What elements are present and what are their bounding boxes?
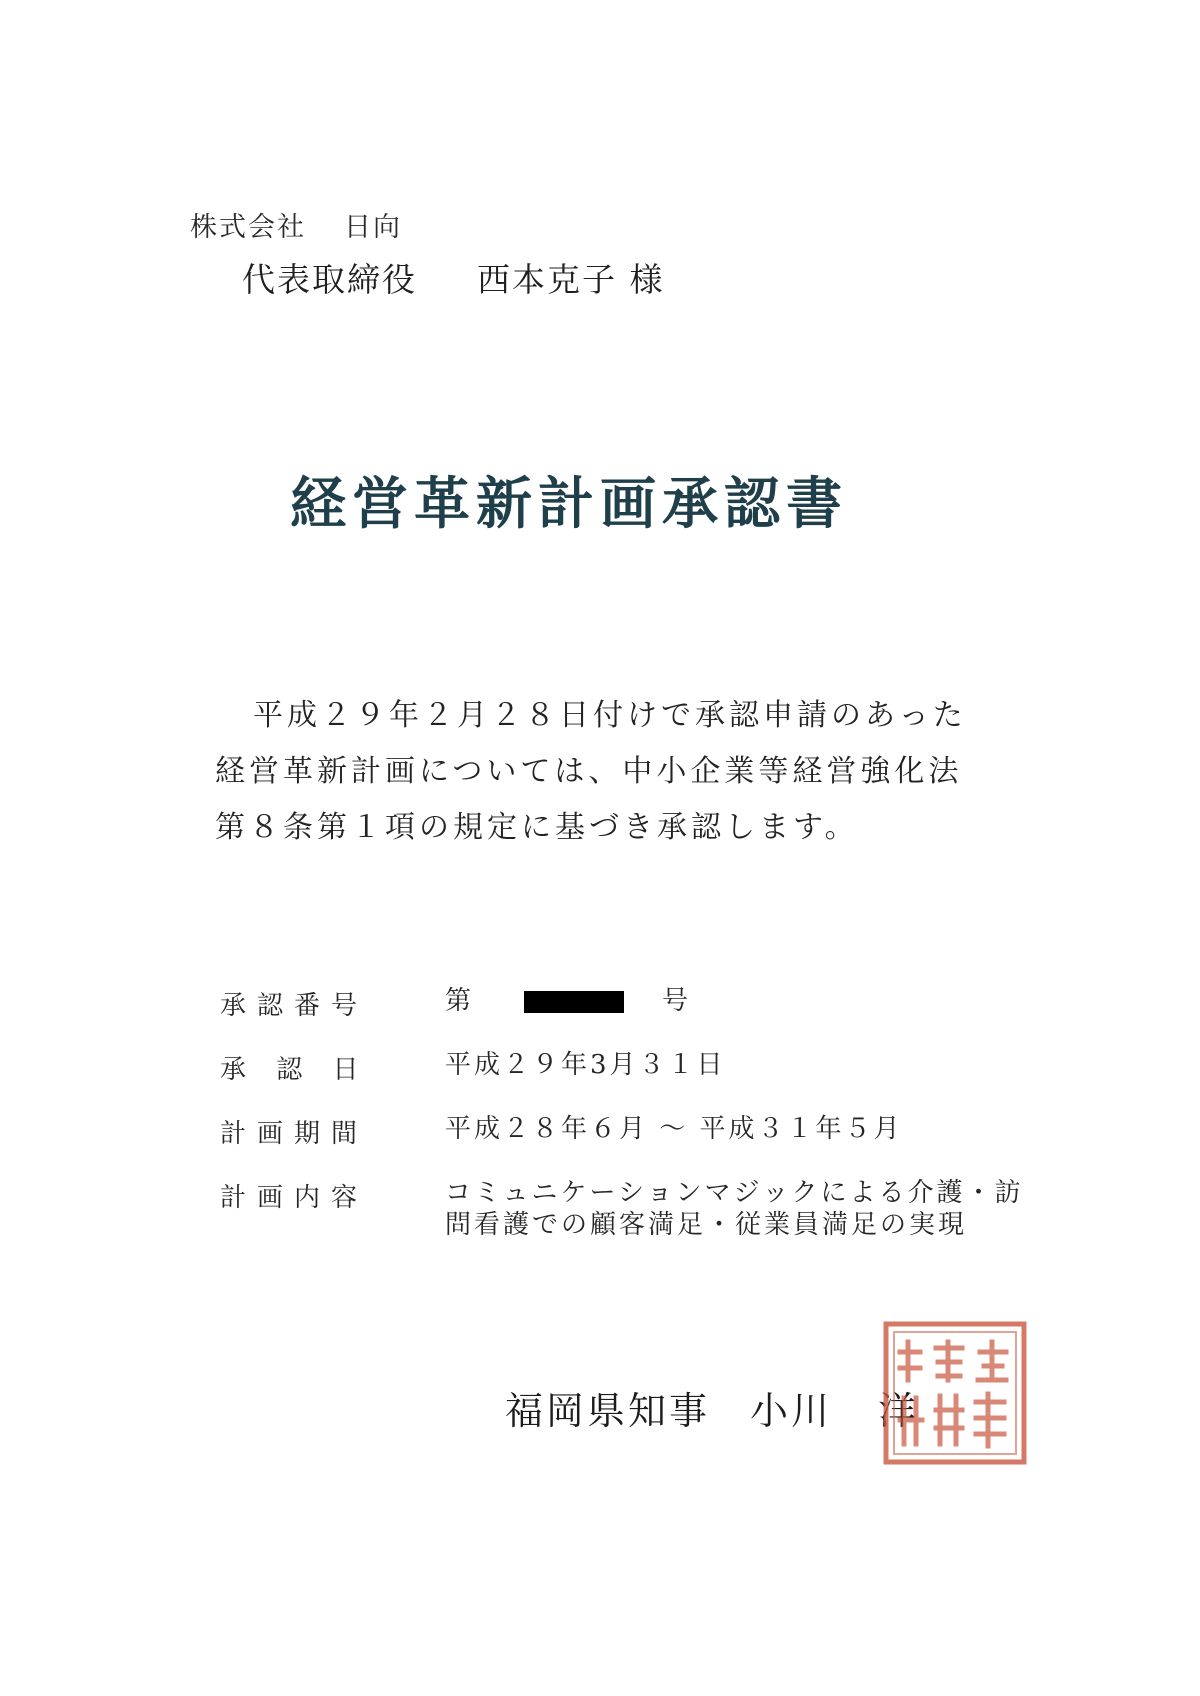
approval-date-row <box>220 1049 1040 1113</box>
plan-content-label: 計画内容 <box>220 1183 369 1213</box>
signatory-given-name: 洋 <box>878 1389 920 1433</box>
approval-date-label: 承 認 日 <box>220 1055 370 1085</box>
representative-line <box>242 254 665 301</box>
approval-number-label: 承認番号 <box>220 991 369 1021</box>
approval-statement <box>215 688 1015 856</box>
plan-content-row <box>220 1177 1040 1267</box>
plan-period-label: 計画期間 <box>220 1119 369 1149</box>
approval-number-value <box>445 985 1045 1017</box>
statement-line-1: 平成２９年２月２８日付けで承認申請のあった <box>253 698 967 733</box>
company-name: 日向 <box>344 212 402 243</box>
approval-number-row <box>220 985 1040 1049</box>
approval-number-suffix: 号 <box>662 986 692 1016</box>
document-title: 経営革新計画承認書 <box>290 471 848 537</box>
statement-line-2: 経営革新計画については、中小企業等経営強化法 <box>215 754 963 789</box>
approval-number-prefix: 第 <box>445 986 475 1016</box>
plan-content-value <box>445 1177 1045 1241</box>
official-seal-icon <box>880 1318 1030 1468</box>
representative-title: 代表取締役 <box>242 260 417 299</box>
signatory-office: 福岡県知事 <box>505 1389 711 1433</box>
plan-period-row <box>220 1113 1040 1177</box>
governor-signature <box>505 1380 919 1435</box>
plan-period-value: 平成２８年６月 〜 平成３１年５月 <box>445 1114 903 1144</box>
signatory-family-name: 小川 <box>750 1389 833 1433</box>
plan-content-line-1: コミュニケーションマジックによる介護・訪 <box>445 1178 1024 1208</box>
company-line <box>190 205 665 244</box>
company-prefix: 株式会社 <box>190 212 306 243</box>
redaction-bar <box>524 991 624 1013</box>
approval-date-value: 平成２９年3月３１日 <box>445 1050 726 1080</box>
approval-details <box>220 985 1040 1267</box>
statement-line-3: 第８条第１項の規定に基づき承認します。 <box>215 810 859 845</box>
addressee-block <box>190 205 665 301</box>
plan-content-line-2: 問看護での顧客満足・従業員満足の実現 <box>445 1210 968 1240</box>
representative-name: 西本克子 様 <box>477 260 665 299</box>
